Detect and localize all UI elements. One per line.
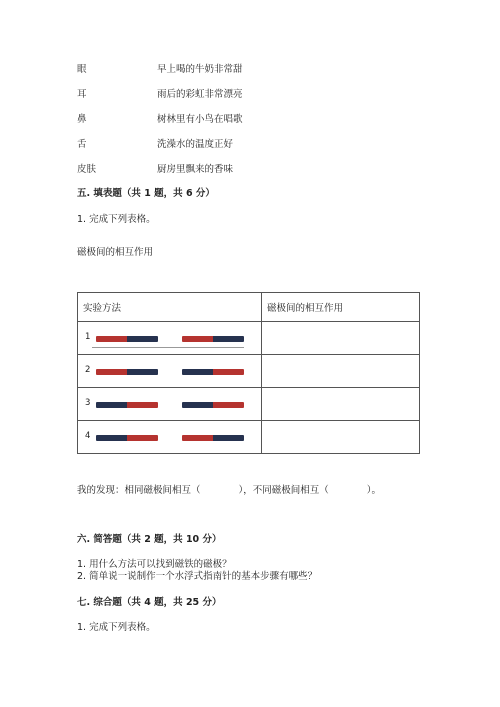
bar-magnet-icon bbox=[182, 402, 244, 408]
bar-magnet-icon bbox=[96, 435, 158, 441]
table-caption: 磁极间的相互作用 bbox=[77, 247, 154, 258]
bar-magnet-icon bbox=[182, 435, 244, 441]
table-row bbox=[78, 355, 420, 388]
match-right-1: 早上喝的牛奶非常甜 bbox=[157, 64, 243, 75]
section7-title: 七. 综合题（共 4 题，共 25 分） bbox=[77, 597, 222, 608]
bar-magnet-icon bbox=[96, 369, 158, 375]
experiment-number: 4 bbox=[85, 431, 91, 441]
bar-magnet-icon bbox=[96, 402, 158, 408]
section6-question-2: 2. 简单说一说制作一个水浮式指南针的基本步骤有哪些？ bbox=[77, 571, 318, 582]
match-left-2: 耳 bbox=[77, 89, 87, 100]
match-left-5: 皮肤 bbox=[77, 164, 97, 175]
experiment-cell-4 bbox=[78, 421, 261, 453]
section6-question-1: 1. 用什么方法可以找到磁铁的磁极？ bbox=[77, 559, 232, 570]
match-right-4: 洗澡水的温度正好 bbox=[157, 139, 234, 150]
experiment-number: 1 bbox=[85, 332, 91, 342]
divider bbox=[92, 347, 244, 348]
match-right-2: 雨后的彩虹非常漂亮 bbox=[157, 89, 243, 100]
bar-magnet-icon bbox=[96, 336, 158, 342]
magnet-table bbox=[77, 292, 420, 454]
experiment-number: 2 bbox=[85, 365, 91, 375]
section6-title: 六. 简答题（共 2 题，共 10 分） bbox=[77, 534, 222, 545]
header-method-label: 实验方法 bbox=[83, 303, 122, 314]
answer-cell[interactable] bbox=[262, 388, 420, 421]
experiment-cell-1 bbox=[78, 322, 261, 354]
finding-sentence: 我的发现：相同磁极间相互（ ），不同磁极间相互（ ）。 bbox=[77, 485, 382, 496]
match-left-4: 舌 bbox=[77, 139, 87, 150]
table-row bbox=[78, 388, 420, 421]
header-interaction-label: 磁极间的相互作用 bbox=[267, 303, 344, 314]
section5-question-1: 1. 完成下列表格。 bbox=[77, 214, 156, 225]
table-row bbox=[78, 322, 420, 355]
answer-cell[interactable] bbox=[262, 421, 420, 454]
section7-question-1: 1. 完成下列表格。 bbox=[77, 622, 156, 633]
header-cell-interaction bbox=[262, 293, 420, 322]
table-row bbox=[78, 421, 420, 454]
bar-magnet-icon bbox=[182, 369, 244, 375]
experiment-cell-2 bbox=[78, 355, 261, 387]
header-cell-method bbox=[78, 293, 262, 322]
match-left-3: 鼻 bbox=[77, 114, 87, 125]
answer-cell[interactable] bbox=[262, 355, 420, 388]
match-right-5: 厨房里飘来的香味 bbox=[157, 164, 234, 175]
section5-title: 五. 填表题（共 1 题，共 6 分） bbox=[77, 188, 215, 199]
match-left-1: 眼 bbox=[77, 64, 87, 75]
answer-cell[interactable] bbox=[262, 322, 420, 355]
bar-magnet-icon bbox=[182, 336, 244, 342]
experiment-cell-3 bbox=[78, 388, 261, 420]
match-right-3: 树林里有小鸟在唱歌 bbox=[157, 114, 243, 125]
experiment-number: 3 bbox=[85, 398, 91, 408]
table-header-row bbox=[78, 293, 420, 322]
